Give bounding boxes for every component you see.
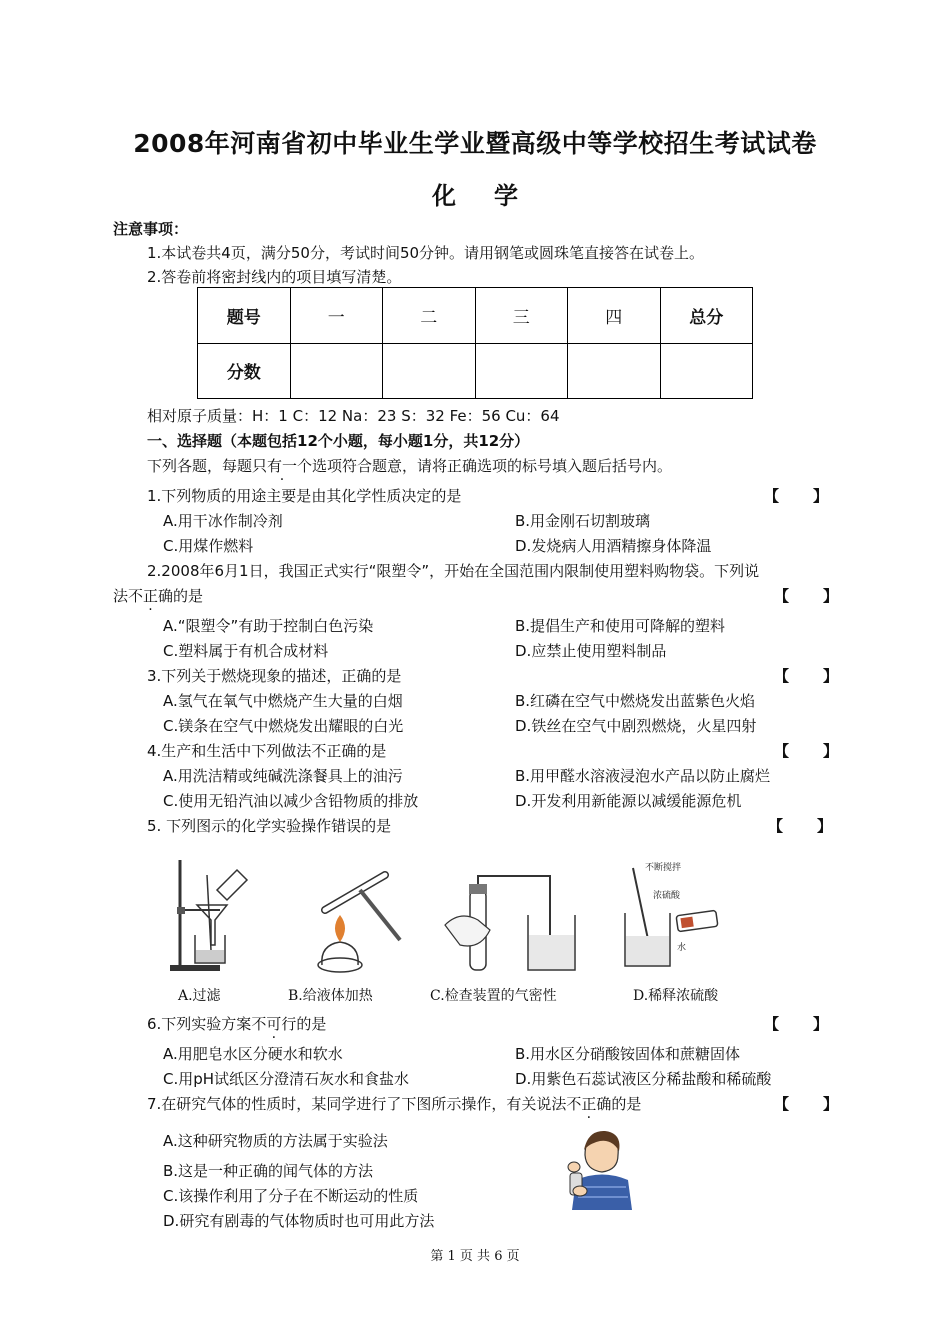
q3-option-b: B.红磷在空气中燃烧发出蓝紫色火焰 (515, 692, 756, 710)
exam-title: 2008年河南省初中毕业生学业暨高级中等学校招生考试试卷 (133, 129, 817, 158)
subject-title: 化学 (432, 182, 556, 210)
section-heading: 一、选择题（本题包括12个小题，每小题1分，共12分） (147, 432, 530, 450)
score-cell[interactable] (660, 343, 753, 399)
q1-option-c: C.用煤作燃料 (163, 537, 254, 555)
answer-bracket[interactable]: 【】 (768, 817, 867, 835)
score-cell[interactable] (290, 343, 383, 399)
q4-option-a: A.用洗洁精或纯碱洗涤餐具上的油污 (163, 767, 403, 785)
answer-bracket[interactable]: 【】 (774, 1095, 873, 1113)
q7-option-a: A.这种研究物质的方法属于实验法 (163, 1132, 388, 1150)
figure-label-b: B.给液体加热 (288, 988, 373, 1004)
q7-option-b: B.这是一种正确的闻气体的方法 (163, 1162, 374, 1180)
question-4-stem: 4.生产和生活中下列做法不正确的是 (147, 742, 387, 760)
figure-label-a: A.过滤 (178, 988, 221, 1004)
score-header-cell: 四 (568, 288, 661, 344)
figure-label-water: 水 (677, 943, 687, 953)
q4-option-d: D.开发利用新能源以减缓能源危机 (515, 792, 742, 810)
q1-option-b: B.用金刚石切割玻璃 (515, 512, 651, 530)
atomic-mass-line: 相对原子质量：H：1 C：12 Na：23 S：32 Fe：56 Cu：64 (147, 407, 560, 425)
figure-label-d: D.稀释浓硫酸 (633, 988, 719, 1004)
q7-option-d: D.研究有剧毒的气体物质时也可用此方法 (163, 1212, 435, 1230)
stem-text: 6.下列实验方案 (147, 1015, 252, 1033)
q2-option-a: A.“限塑令”有助于控制白色污染 (163, 617, 374, 635)
page-footer: 第 1 页 共 6 页 (430, 1249, 520, 1264)
score-row-label: 分数 (198, 343, 291, 399)
filtration-figure (165, 855, 260, 975)
q2-option-c: C.塑料属于有机合成材料 (163, 642, 329, 660)
answer-bracket[interactable]: 【】 (774, 667, 873, 685)
section-instruction (147, 455, 672, 476)
figure-label-acid: 浓硫酸 (653, 891, 681, 901)
notice-heading: 注意事项： (113, 220, 189, 238)
score-header-cell: 二 (383, 288, 476, 344)
q1-option-a: A.用干冰作制冷剂 (163, 512, 283, 530)
q2-option-b: B.提倡生产和使用可降解的塑料 (515, 617, 726, 635)
instruction-emphasis: 只有一个 (252, 457, 313, 475)
notice-item-1: 1.本试卷共4页，满分50分，考试时间50分钟。请用钢笔或圆珠笔直接答在试卷上。 (147, 244, 705, 262)
dilute-acid-figure (615, 858, 735, 973)
heating-liquid-figure (300, 870, 410, 975)
score-cell[interactable] (383, 343, 476, 399)
q3-option-c: C.镁条在空气中燃烧发出耀眼的白光 (163, 717, 404, 735)
q3-option-d: D.铁丝在空气中剧烈燃烧，火星四射 (515, 717, 757, 735)
question-7-stem (147, 1093, 641, 1114)
stem-text: 的是 (296, 1015, 327, 1033)
score-table (197, 287, 753, 399)
question-2-stem: 2.2008年6月1日，我国正式实行“限塑令”，开始在全国范围内限制使用塑料购物袋。下列说 (147, 562, 760, 580)
stem-text: 的是 (173, 587, 204, 605)
smelling-gas-figure (560, 1125, 640, 1210)
figure-label-stir: 不断搅拌 (645, 863, 682, 873)
q6-option-b: B.用水区分硝酸铵固体和蔗糖固体 (515, 1045, 741, 1063)
question-5-stem: 5. 下列图示的化学实验操作错误的是 (147, 817, 392, 835)
score-cell[interactable] (475, 343, 568, 399)
figure-label-c: C.检查装置的气密性 (430, 988, 557, 1004)
answer-bracket[interactable]: 【】 (774, 742, 873, 760)
question-2-stem-cont (113, 585, 203, 606)
score-table-header-row (198, 288, 753, 344)
q2-option-d: D.应禁止使用塑料制品 (515, 642, 667, 660)
stem-emphasis: 不可行 (251, 1015, 297, 1033)
stem-text: 的是 (611, 1095, 642, 1113)
stem-text: 7.在研究气体的性质时，某同学进行了下图所示操作，有关说法 (147, 1095, 567, 1113)
q4-option-b: B.用甲醛水溶液浸泡水产品以防止腐烂 (515, 767, 771, 785)
stem-emphasis: 不正确 (566, 1095, 612, 1113)
stem-text: 法 (113, 587, 129, 605)
answer-bracket[interactable]: 【】 (764, 1015, 863, 1033)
score-header-cell: 三 (475, 288, 568, 344)
question-6-stem (147, 1013, 326, 1034)
notice-item-2: 2.答卷前将密封线内的项目填写清楚。 (147, 268, 402, 286)
q3-option-a: A.氢气在氧气中燃烧产生大量的白烟 (163, 692, 403, 710)
score-header-cell: 一 (290, 288, 383, 344)
stem-emphasis: 不正确 (128, 587, 174, 605)
score-header-cell: 题号 (198, 288, 291, 344)
q6-option-d: D.用紫色石蕊试液区分稀盐酸和稀硫酸 (515, 1070, 772, 1088)
airtightness-figure (440, 870, 590, 975)
q4-option-c: C.使用无铅汽油以减少含铅物质的排放 (163, 792, 419, 810)
question-3-stem: 3.下列关于燃烧现象的描述，正确的是 (147, 667, 402, 685)
q6-option-a: A.用肥皂水区分硬水和软水 (163, 1045, 343, 1063)
instruction-text: 选项符合题意，请将正确选项的标号填入题后括号内。 (312, 457, 673, 475)
q1-option-d: D.发烧病人用酒精擦身体降温 (515, 537, 712, 555)
answer-bracket[interactable]: 【】 (764, 487, 863, 505)
instruction-text: 下列各题，每题 (147, 457, 253, 475)
answer-bracket[interactable]: 【】 (774, 587, 873, 605)
score-cell[interactable] (568, 343, 661, 399)
score-header-cell: 总分 (660, 288, 753, 344)
q7-option-c: C.该操作利用了分子在不断运动的性质 (163, 1187, 419, 1205)
q6-option-c: C.用pH试纸区分澄清石灰水和食盐水 (163, 1070, 410, 1088)
score-table-score-row (198, 343, 753, 399)
question-1-stem: 1.下列物质的用途主要是由其化学性质决定的是 (147, 487, 462, 505)
